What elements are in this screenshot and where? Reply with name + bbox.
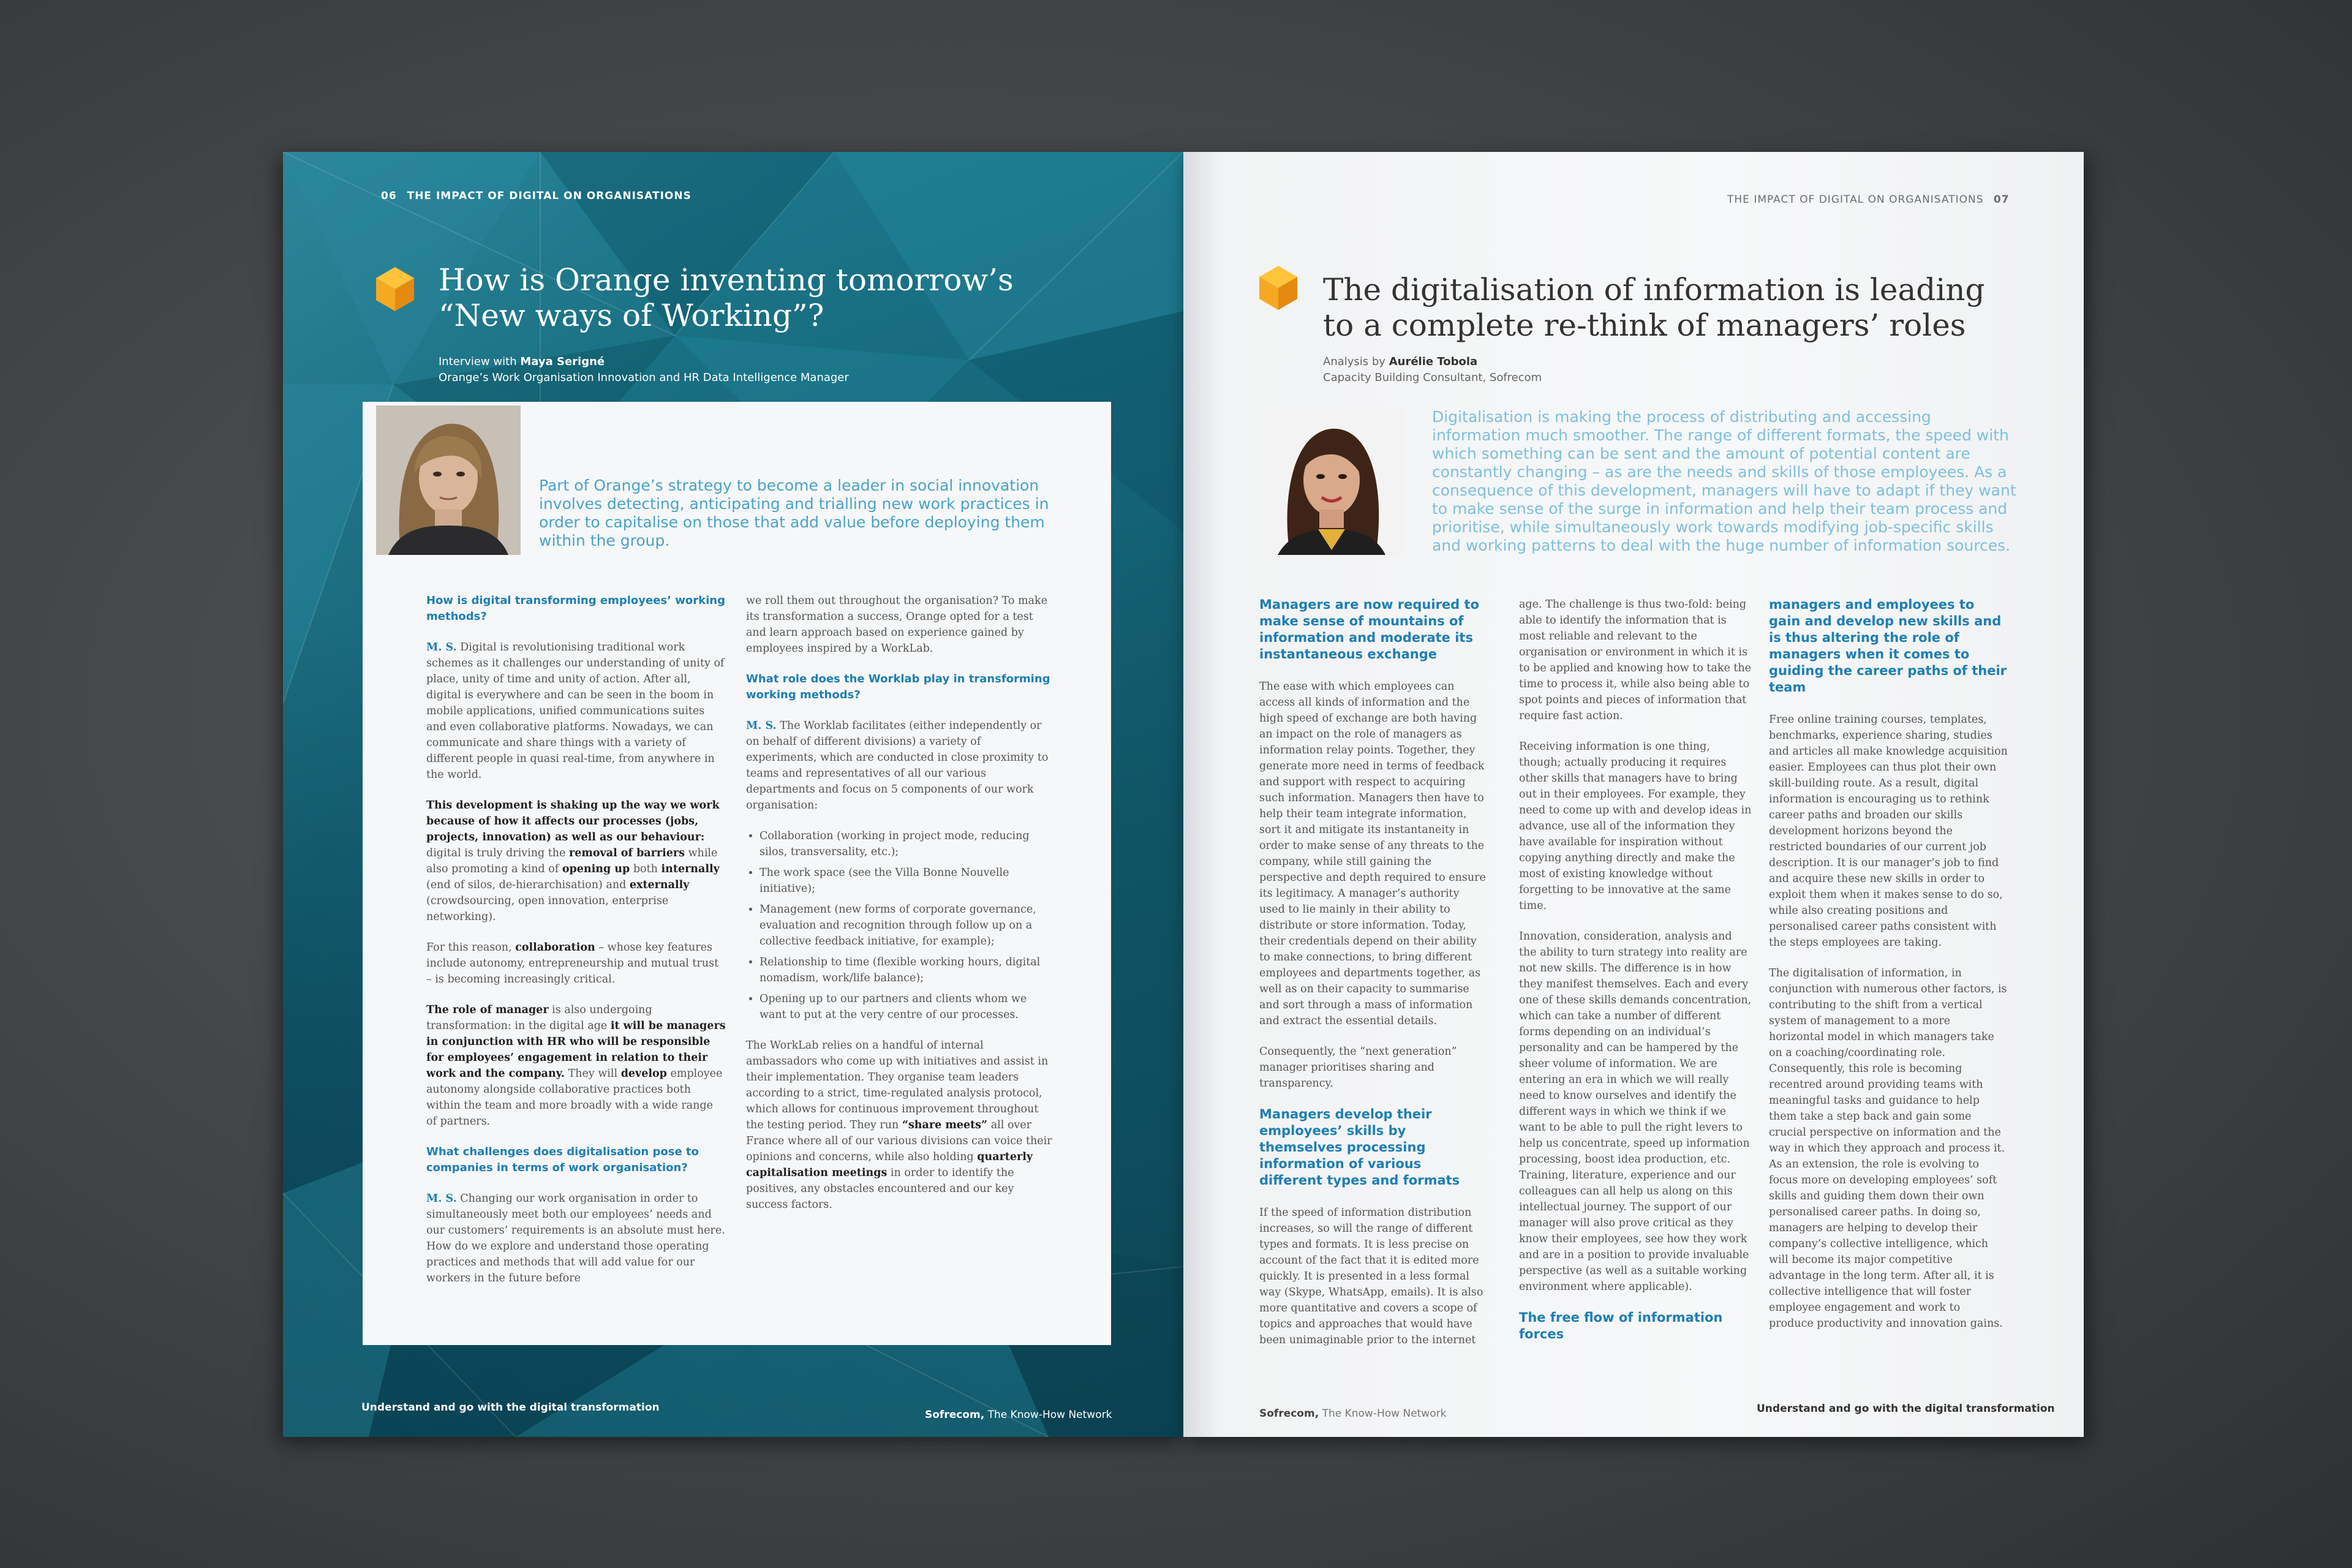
column-3 <box>1769 597 2008 1346</box>
paragraph: The ease with which employees can access all kinds of information and the high speed of exchange are both having an impact on the role of managers as information relay points. Together, they generate more need in terms of feedback and support with respect to acquiring such information. Managers then have to help their team integrate information, sort it and mitigate its instantaneity in order to make sense of any threats to the company, while still gaining the perspective and depth required to ensure its legitimacy. A manager’s authority used to lie mainly in their ability to distribute or store information. Today, their credentials depend on their ability to make connections, to bring different employees and departments together, as well as on their capacity to summarise and sort through a mass of information and extract the essential details. <box>1259 680 1486 1027</box>
paragraph: If the speed of information distribution increases, so will the range of different types and formats. It is less precise on account of the fact that it is edited more quickly. It is presented in a less formal way (Skype, WhatsApp, emails). It is also more quantitative and covers a scope of topics and approaches that would have been unimaginable prior to the internet <box>1259 1207 1483 1346</box>
paragraph-text: – whose key features include autonomy, entrepreneurship and mutual trust – is becoming increasingly critical. <box>426 941 719 986</box>
paragraph <box>426 1002 726 1129</box>
paragraph-text: is also undergoing transformation: in the digital age <box>426 1004 652 1032</box>
paragraph <box>426 1191 726 1286</box>
column-2 <box>1519 597 1752 1359</box>
footer-brand: Sofrecom, <box>925 1409 985 1421</box>
paragraph-text: digital is truly driving the <box>426 847 566 859</box>
footer-left: Understand and go with the digital transformation <box>361 1401 660 1414</box>
running-head-text: THE IMPACT OF DIGITAL ON ORGANISATIONS <box>1727 194 1984 206</box>
speaker-initials: M. S. <box>426 641 457 654</box>
paragraph-text: They will <box>568 1068 618 1080</box>
portrait-photo <box>1259 408 1404 555</box>
bold-text: it will be managers in conjunction with HR who will be responsible for employees’ engagement in relation to their work and the company. <box>426 1020 726 1080</box>
bold-text: develop <box>620 1068 667 1080</box>
bold-text: The role of manager <box>426 1004 549 1016</box>
section-heading: Managers develop their employees’ skills by themselves processing information of various different types and formats <box>1259 1107 1460 1188</box>
bold-text: opening up <box>562 863 630 875</box>
paragraph-text: both <box>633 863 658 875</box>
running-head-right <box>1727 194 2016 206</box>
page-number: 07 <box>1993 194 2010 206</box>
paragraph: Consequently, the “next generation” manager prioritises sharing and transparency. <box>1259 1046 1457 1090</box>
question-heading: How is digital transforming employees’ working methods? <box>426 594 725 623</box>
footer-brand: Sofrecom, <box>1259 1408 1319 1420</box>
speaker-initials: M. S. <box>426 1193 457 1205</box>
paragraph: Receiving information is one thing, though; actually producing it requires other skills that managers have to bring out in their employees. For example, they need to come up with and develop ideas in advance, use all of the information they have available for inspiration without copying anything directly and make the most of existing knowledge without forgetting to be innovative at the same time. <box>1519 741 1752 912</box>
bold-text: “share meets” <box>902 1119 988 1131</box>
paragraph <box>746 718 1052 813</box>
page-number: 06 <box>381 190 397 202</box>
byline <box>439 354 990 386</box>
paragraph <box>426 639 726 783</box>
paragraph-text: The WorkLab relies on a handful of internal ambassadors who come up with initiatives and assist in their implementation. They organise team leaders according to a strict, time-regulated analysis protocol, which allows for continuous improvement throughout the testing period. They run <box>746 1039 1049 1131</box>
list-item: • Relationship to time (flexible working hours, digital nomadism, work/life balance); <box>760 954 1052 986</box>
column-2 <box>746 593 1052 1227</box>
paragraph-text: all over France where all of our various divisions can voice their opinions and concerns, while also holding <box>746 1119 1052 1163</box>
paragraph: Free online training courses, templates, benchmarks, experience sharing, studies and articles all make knowledge acquisition easier. Employees can thus plot their own skill-building route. As a result, digital information is encouraging us to rethink career paths and broaden our skills development horizons beyond the restricted boundaries of our current job description. It is our manager’s job to find and acquire these new skills in order to exploit them when it makes sense to do so, while also creating positions and personalised career paths consistent with the steps employees are taking. <box>1769 714 2008 949</box>
paragraph-text: employee autonomy alongside collaborative practices both within the team and more broadly with a wide range of partners. <box>426 1068 723 1128</box>
speaker-initials: M. S. <box>746 720 777 732</box>
running-head-left <box>381 190 692 202</box>
paragraph <box>746 1038 1052 1213</box>
bold-text: internally <box>661 863 720 875</box>
question-heading: What challenges does digitalisation pose to companies in terms of work organisation? <box>426 1145 699 1174</box>
byline-prefix: Interview with <box>439 355 517 368</box>
paragraph <box>426 797 726 925</box>
cube-icon <box>376 267 414 311</box>
list-item: • Opening up to our partners and clients whom we want to put at the very centre of our processes. <box>760 991 1052 1023</box>
paragraph-text: while also promoting a kind of <box>426 847 718 875</box>
article-title: How is Orange inventing tomorrow’s “New ways of Working”? <box>439 262 1014 333</box>
byline <box>1323 354 1874 386</box>
lead-paragraph: Digitalisation is making the process of distributing and accessing information much smoother. The range of different formats, the speed with which something can be sent and the amount of potential content are constantly changing – as are the needs and skills of those employees. As a consequence of this development, managers will have to adapt if they want to make sense of the surge in information and help their team process and prioritise, while simultaneously work towards modifying job-specific skills and working patterns to deal with the huge number of information sources. <box>1432 408 2016 554</box>
section-heading: The free flow of information forces <box>1519 1310 1723 1341</box>
bold-text: removal of barriers <box>569 847 685 859</box>
article-title: The digitalisation of information is leading to a complete re-think of managers’ roles <box>1323 272 1985 343</box>
byline-name: Maya Serigné <box>520 355 605 368</box>
paragraph-text: For this reason, <box>426 941 512 954</box>
question-heading: What role does the Worklab play in transforming working methods? <box>746 673 1050 701</box>
paragraph: Innovation, consideration, analysis and the ability to turn strategy into reality are not new skills. The difference is in how they manifest themselves. Each and every one of these skills demands concentration, which can take a number of different forms depending on an individual’s personality and can be hampered by the sheer volume of information. We are entering an era in which we will really need to know ourselves and identify the different ways in which we think if we want to be able to pull the right levers to help us concentrate, speed up information processing, boost idea production, etc. Training, literature, experience and our colleagues can all help us along on this intellectual journey. The support of our manager will also prove critical as they know their employees, see how they work and are in a position to provide invaluable perspective (as well as a suitable working environment where applicable). <box>1519 930 1752 1293</box>
byline-name: Aurélie Tobola <box>1389 355 1478 368</box>
left-page <box>283 152 1183 1437</box>
footer-tagline: The Know-How Network <box>1322 1408 1447 1420</box>
bold-text: collaboration <box>515 941 595 954</box>
bold-text: quarterly capitalisation meetings <box>746 1151 1033 1179</box>
right-page <box>1183 152 2084 1437</box>
bold-text: externally <box>629 879 690 891</box>
paragraph-text: The Worklab facilitates (either independently or on behalf of different divisions) a variety of experiments, which are conducted in close proximity to teams and representatives of all our various departments and focus on 5 components of our work organisation: <box>746 720 1049 812</box>
paragraph-text: (end of silos, de-hierarchisation) and <box>426 879 627 891</box>
lead-paragraph: Part of Orange’s strategy to become a leader in social innovation involves detecting, anticipating and trialling new work practices in order to capitalise on those that add value before deploying them within the group. <box>539 477 1049 549</box>
column-1 <box>1259 597 1486 1363</box>
section-heading: managers and employees to gain and develop new skills and is thus altering the role of managers when it comes to guiding the career paths of their team <box>1769 597 2007 695</box>
list-item: • Management (new forms of corporate governance, evaluation and recognition through follow up on a collective feedback initiative, for example); <box>760 902 1052 949</box>
section-heading: Managers are now required to make sense of mountains of information and moderate its instantaneous exchange <box>1259 597 1479 662</box>
byline-role: Orange’s Work Organisation Innovation and HR Data Intelligence Manager <box>439 371 849 384</box>
byline-prefix: Analysis by <box>1323 355 1385 368</box>
paragraph-text: (crowdsourcing, open innovation, enterprise networking). <box>426 895 669 923</box>
bold-text: This development is shaking up the way we work because of how it affects our processes (jobs, projects, innovation) as well as our behaviour: <box>426 799 720 843</box>
byline-role: Capacity Building Consultant, Sofrecom <box>1323 371 1542 384</box>
paragraph <box>426 940 726 987</box>
footer-tagline: The Know-How Network <box>987 1409 1112 1421</box>
cube-icon <box>1259 266 1297 310</box>
footer-right: Understand and go with the digital transformation <box>1757 1403 2055 1415</box>
running-head-text: THE IMPACT OF DIGITAL ON ORGANISATIONS <box>407 190 692 202</box>
paragraph-text: Changing our work organisation in order to simultaneously meet both our employees’ needs and our customers’ requirements is an absolute must here. How do we explore and understand those operating practices and methods that will add value for our workers in the future before <box>426 1193 725 1284</box>
list-item: • Collaboration (working in project mode, reducing silos, transversality, etc.); <box>760 828 1052 860</box>
paragraph: age. The challenge is thus two-fold: being able to identify the information that is most reliable and relevant to the organisation or environment in which it is to be applied and knowing how to take the time to process it, while also being able to spot points and pieces of information that require fast action. <box>1519 598 1752 722</box>
footer-left <box>1259 1408 1446 1420</box>
column-1 <box>426 593 726 1301</box>
list-item: • The work space (see the Villa Bonne Nouvelle initiative); <box>760 865 1052 897</box>
paragraph: The digitalisation of information, in conjunction with numerous other factors, is contributing to the shift from a vertical system of management to a more horizontal model in which managers take on a coaching/coordinating role. Consequently, this role is becoming recentred around providing teams with meaningful tasks and guidance to help them take a step back and gain some crucial perspective on information and the way in which they approach and process it. As an extension, the role is evolving to focus more on developing employees’ soft skills and guiding them down their own personalised career paths. In doing so, managers are helping to develop their company’s collective intelligence, which will become its major competitive advantage in the long term. After all, it is collective intelligence that will foster employee engagement and work to produce productivity and innovation gains. <box>1769 967 2007 1330</box>
footer-right <box>925 1409 1112 1421</box>
paragraph: we roll them out throughout the organisation? To make its transformation a success, Orange opted for a test and learn approach based on experience gained by employees inspired by a WorkLab. <box>746 595 1047 655</box>
paragraph-text: in order to identify the positives, any obstacles encountered and our key success factors. <box>746 1167 1014 1211</box>
portrait-photo <box>376 405 521 555</box>
bullet-list <box>746 828 1052 1023</box>
paragraph-text: Digital is revolutionising traditional work schemes as it challenges our understanding of unity of place, unity of time and unity of action. After all, digital is everywhere and can be seen in the boom in mobile applications, unified communications suites and even collaborative platforms. Nowadays, we can communicate and share things with a variety of different people in quasi real-time, from anywhere in the world. <box>426 641 725 781</box>
